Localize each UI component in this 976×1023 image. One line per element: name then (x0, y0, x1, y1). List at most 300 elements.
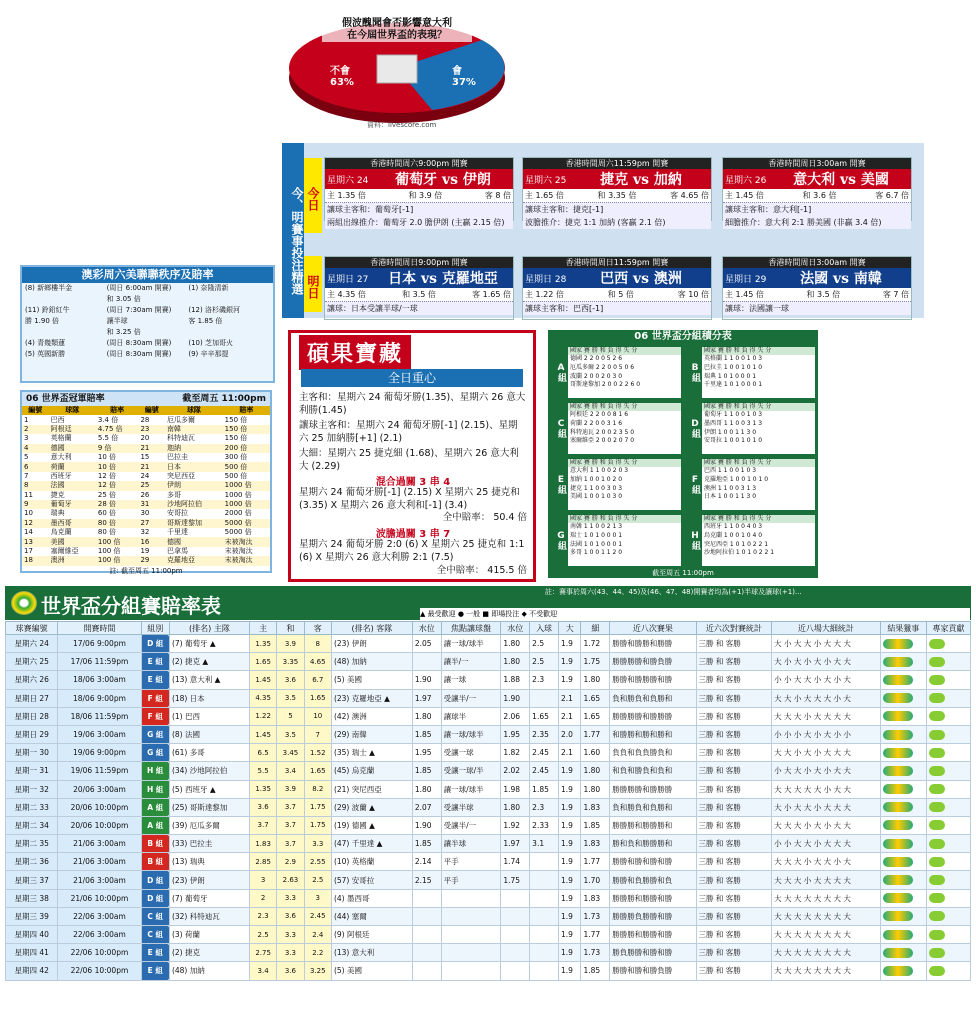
group-label: F組 (689, 459, 702, 510)
table-cell (530, 689, 559, 707)
champion-cell: 9 倍 (96, 444, 139, 453)
champion-title: 06 世界盃冠軍賠率 (26, 394, 105, 404)
champion-cell: 塞爾維亞 (50, 547, 79, 556)
table-cell: 1.65 (530, 707, 559, 725)
match-time: 香港時間周日3:00am 開賽 (723, 158, 911, 169)
table-cell: (42) 澳洲 (331, 707, 412, 725)
table-cell: 1.85 (581, 816, 610, 834)
result-cell (880, 762, 926, 780)
champion-cell: 100 倍 (97, 547, 121, 556)
football-icon (883, 893, 913, 903)
table-cell: 三勝 和 客勝 (696, 707, 772, 725)
result-cell (880, 725, 926, 743)
table-cell: 三勝 和 客勝 (696, 871, 772, 889)
table-cell: (7) 葡萄牙 (169, 889, 249, 907)
football-icon (883, 857, 913, 867)
match-odds: 主 1.35 倍 (327, 191, 366, 200)
table-cell (530, 926, 559, 944)
champion-row (22, 453, 270, 462)
expert-icon (929, 693, 945, 703)
table-cell: 2.05 (412, 635, 441, 653)
football-icon (883, 948, 913, 958)
champion-cell: 19 (140, 547, 150, 556)
table-col-header: 水位 (412, 622, 441, 635)
table-cell (412, 962, 441, 980)
table-cell: 小 小 大 大 小 大 大 大 (772, 835, 880, 853)
champion-row (22, 547, 270, 556)
table-cell: 1.77 (581, 725, 610, 743)
table-cell: 1.9 (558, 653, 580, 671)
table-cell: (23) 克羅地亞 ▲ (331, 689, 412, 707)
table-cell: 3.4 (249, 962, 276, 980)
table-cell: H 組 (141, 762, 169, 780)
table-cell: 讓一球/球半 (441, 635, 501, 653)
main-note: 註：賽事於周六(43、44、45)及(46、47、48)開賽者均為(+1)半球及讓球(+1)... (545, 588, 802, 596)
table-cell: 20/06 3:00am (58, 780, 141, 798)
table-cell: 10 (304, 707, 331, 725)
table-row (6, 780, 971, 798)
table-cell: 1.52 (304, 744, 331, 762)
table-cell: 1.9 (558, 762, 580, 780)
table-row (6, 635, 971, 653)
champion-cell: 英格蘭 (50, 434, 72, 443)
table-cell: 1.73 (581, 944, 610, 962)
macau-row (22, 294, 273, 305)
table-cell: 星期二 33 (6, 798, 58, 816)
table-cell: 1.75 (304, 816, 331, 834)
group-row: 巴拉圭 1 0 0 1 0 1 0 (704, 363, 763, 371)
group-row: 科特迪瓦 2 0 0 2 3 5 0 (570, 428, 635, 436)
poll-yes-label: 會 37% (452, 66, 476, 88)
champion-row (22, 528, 270, 537)
matches-strip-title: 今、明賽事投注精選 (282, 143, 304, 318)
table-cell: 3.3 (304, 835, 331, 853)
result-cell (880, 889, 926, 907)
champion-cell: 200 倍 (223, 444, 270, 453)
table-cell: 3.7 (277, 816, 304, 834)
expert-cell (927, 889, 971, 907)
group-row: 阿根廷 2 2 0 0 8 1 6 (570, 411, 629, 418)
group-row: 厄瓜多爾 2 2 0 0 5 0 6 (570, 363, 635, 371)
table-cell: (5) 美國 (331, 671, 412, 689)
champion-cell: 荷蘭 (49, 462, 96, 471)
table-cell: (7) 葡萄牙 ▲ (169, 635, 249, 653)
result-cell (880, 907, 926, 925)
table-cell: 20/06 10:00pm (58, 816, 141, 834)
table-cell: 1.9 (558, 926, 580, 944)
champion-cell: 4 (22, 444, 49, 453)
table-cell: 勝勝勝勝和勝勝勝 (610, 707, 696, 725)
table-cell: 勝勝和勝勝勝和勝 (610, 671, 696, 689)
table-cell: 1.83 (581, 798, 610, 816)
table-cell: (45) 烏克蘭 (331, 762, 412, 780)
champion-cell: 1000 倍 (223, 500, 270, 509)
result-cell (880, 780, 926, 798)
table-cell: 1.85 (412, 835, 441, 853)
group-row: 美國 1 0 0 1 0 3 0 (570, 493, 623, 501)
match-odds: 和 3.5 倍 (806, 290, 841, 299)
table-cell: 三勝 和 客勝 (696, 816, 772, 834)
expert-cell (927, 907, 971, 925)
tips-score: 星期六 24 葡萄牙勝 2:0 (6) X 星期六 25 捷克和 1:1 (6) X 星期六 26 意大利勝 2:1 (7.5) (299, 539, 525, 563)
group-label: C組 (555, 403, 568, 454)
match-day: 星期日 29 (725, 274, 767, 285)
table-cell: 3.35 (277, 653, 304, 671)
table-cell: 星期四 40 (6, 926, 58, 944)
champion-cell: 28 倍 (96, 500, 139, 509)
table-cell: 3.1 (530, 835, 559, 853)
champion-cell: 3 (24, 434, 29, 443)
match-note: 讓球主客和：葡萄牙[-1] (325, 202, 513, 216)
tips-combo-return: 全中賠率： 50.4 倍 (442, 512, 527, 523)
tips-subtitle: 全日重心 (301, 369, 523, 387)
champion-cell: 80 倍 (97, 528, 117, 537)
champion-row (22, 434, 270, 443)
table-cell: 1.80 (581, 671, 610, 689)
table-cell: 4.35 (249, 689, 276, 707)
table-cell: 1.65 (304, 762, 331, 780)
champion-row (22, 472, 270, 481)
champion-cell: 100 倍 (96, 556, 139, 565)
table-cell: D 組 (141, 635, 169, 653)
champion-cell: 150 倍 (224, 434, 248, 443)
macau-row (22, 305, 273, 316)
table-cell: 1.60 (581, 744, 610, 762)
macau-odds-box (20, 265, 275, 383)
table-row (6, 798, 971, 816)
table-cell: 1.65 (581, 689, 610, 707)
champion-cell: 伊朗 (165, 481, 223, 490)
table-cell: 3.9 (277, 780, 304, 798)
expert-cell (927, 835, 971, 853)
table-cell: 1.95 (412, 744, 441, 762)
table-cell: 三勝 和 客勝 (696, 798, 772, 816)
macau-cell: (4) 青幾類蓮 (25, 339, 66, 347)
table-cell: 1.9 (558, 798, 580, 816)
match-note: 讓球：法國讓一球 (723, 301, 911, 315)
table-cell (412, 926, 441, 944)
table-cell: E 組 (141, 653, 169, 671)
table-cell: 讓一球/球半 (441, 725, 501, 743)
football-icon (883, 711, 913, 721)
table-row (6, 944, 971, 962)
table-col-header: 專家貢獻 (927, 622, 971, 635)
table-cell: 2.1 (558, 689, 580, 707)
table-cell: 三勝 和 客勝 (696, 744, 772, 762)
expert-icon (929, 784, 945, 794)
table-cell: 大 大 大 小 大 大 大 大 (772, 707, 880, 725)
group-row: 千里達 1 0 1 0 0 0 1 (704, 381, 763, 389)
group-label: G組 (555, 515, 568, 566)
expert-icon (929, 948, 945, 958)
champion-cell: 5000 倍 (223, 519, 270, 528)
match-card (324, 157, 514, 227)
table-cell: 1.9 (558, 635, 580, 653)
champion-cell: 1000 倍 (223, 481, 270, 490)
table-cell: 大 大 大 小 大 大 大 大 (772, 871, 880, 889)
table-cell: 3.6 (277, 671, 304, 689)
table-cell: 勝勝勝和勝勝和勝 (610, 889, 696, 907)
match-odds: 客 10 倍 (677, 290, 709, 299)
table-cell: 22/06 10:00pm (58, 962, 141, 980)
macau-cell: (5) 英國新勝 (25, 350, 66, 358)
football-icon (883, 730, 913, 740)
table-cell: 1.9 (558, 907, 580, 925)
table-cell: 2.3 (530, 798, 559, 816)
table-cell: 勝勝勝和勝勝勝和 (610, 816, 696, 834)
table-cell: (47) 千里達 ▲ (331, 835, 412, 853)
table-cell: 三勝 和 客勝 (696, 762, 772, 780)
match-odds: 和 3.35 倍 (597, 191, 637, 200)
table-cell: 1.9 (558, 671, 580, 689)
table-cell: 1.85 (412, 762, 441, 780)
table-cell (501, 962, 530, 980)
champion-cell: 意大利 (50, 453, 72, 462)
table-cell (530, 871, 559, 889)
table-cell: 1.77 (581, 926, 610, 944)
expert-cell (927, 780, 971, 798)
table-cell: 1.74 (501, 853, 530, 871)
macau-cell: 讓半球 (106, 317, 128, 325)
group-row: 哥斯達黎加 2 0 0 2 2 6 0 (570, 381, 641, 389)
table-cell: 20/06 10:00pm (58, 798, 141, 816)
table-cell: 19/06 11:59pm (58, 762, 141, 780)
table-cell: 1.9 (558, 853, 580, 871)
result-cell (880, 635, 926, 653)
table-cell: 2.45 (530, 762, 559, 780)
champion-cell: 9 (22, 500, 49, 509)
table-row (6, 725, 971, 743)
table-cell: (13) 瑞典 (169, 853, 249, 871)
table-cell: 和勝勝和勝和勝和 (610, 725, 696, 743)
champion-cell: 多哥 (167, 490, 182, 499)
macau-cell: 和 3.25 倍 (106, 328, 141, 336)
macau-cell (188, 327, 270, 338)
table-cell: 1.9 (558, 871, 580, 889)
table-cell: (13) 意大利 ▲ (169, 671, 249, 689)
table-cell: 21/06 3:00am (58, 871, 141, 889)
table-cell: 2.02 (501, 762, 530, 780)
table-cell: 17/06 11:59pm (58, 653, 141, 671)
world-cup-logo-icon (11, 591, 37, 615)
table-cell: (33) 巴拉圭 (169, 835, 249, 853)
table-cell: E 組 (141, 944, 169, 962)
expert-icon (929, 839, 945, 849)
macau-cell: 勝 1.90 倍 (25, 317, 60, 325)
table-cell: (48) 加納 (331, 653, 412, 671)
match-odds: 和 3.9 倍 (408, 191, 443, 200)
match-note: 讓球主客和：意大利[-1] (723, 202, 911, 216)
table-cell: 大 大 大 大 大 大 大 大 (772, 962, 880, 980)
match-recommend: 波膽推介：捷克 1:1 加納 (客贏 2.1 倍) (523, 216, 711, 229)
match-day: 星期六 24 (327, 175, 369, 186)
champion-cell: 15 (140, 453, 150, 462)
macau-cell: (周日 8:30am 開賽) (106, 339, 172, 347)
table-cell: 1.80 (581, 780, 610, 798)
macau-cell (188, 294, 270, 305)
table-cell: 星期日 28 (6, 707, 58, 725)
table-cell: F 組 (141, 707, 169, 725)
table-cell: 大 大 大 大 大 大 大 大 (772, 944, 880, 962)
result-cell (880, 853, 926, 871)
table-cell: 大 小 大 小 大 小 大 大 (772, 653, 880, 671)
table-cell: 1.45 (249, 725, 276, 743)
champion-cell: 美國 (49, 537, 96, 546)
group-box (554, 402, 682, 455)
champion-col-header: 球隊 (165, 406, 223, 415)
table-cell: 2.3 (249, 907, 276, 925)
table-cell: 18/06 3:00am (58, 671, 141, 689)
expert-cell (927, 798, 971, 816)
group-header: 國家 賽 勝 和 負 得 失 分 (568, 347, 681, 355)
table-col-header: 和 (277, 622, 304, 635)
champion-cell: 26 (140, 490, 150, 499)
group-label: A組 (555, 347, 568, 398)
result-cell (880, 689, 926, 707)
tips-score-title: 波膽過關 3 串 7 (375, 529, 451, 540)
table-cell: 三勝 和 客勝 (696, 853, 772, 871)
table-cell: 21/06 3:00am (58, 853, 141, 871)
table-row (6, 853, 971, 871)
table-cell: (44) 塞爾 (331, 907, 412, 925)
match-odds: 和 5 倍 (607, 290, 634, 299)
match-odds: 客 8 倍 (484, 191, 511, 200)
champion-cell: 20 (140, 434, 150, 443)
table-cell: 3.4 (277, 762, 304, 780)
macau-cell (25, 327, 107, 338)
table-col-header: 細 (581, 622, 610, 635)
table-cell: 三勝 和 客勝 (696, 889, 772, 907)
champion-cell: 巴拉圭 (167, 453, 189, 462)
table-cell (501, 889, 530, 907)
macau-cell: (10) 芝加哥火 (188, 339, 233, 347)
table-cell: 三勝 和 客勝 (696, 835, 772, 853)
table-row (6, 871, 971, 889)
table-cell: 2.07 (412, 798, 441, 816)
champion-cell: 日本 (165, 462, 223, 471)
tomorrow-band: 明日 (304, 256, 322, 312)
table-cell: 3.7 (277, 835, 304, 853)
match-odds: 和 3.5 倍 (402, 290, 436, 299)
champion-cell: 10 倍 (97, 453, 117, 462)
table-cell: 1.45 (249, 671, 276, 689)
result-cell (880, 707, 926, 725)
tips-score-return: 全中賠率： 415.5 倍 (436, 565, 527, 576)
champion-col-header: 賠率 (223, 406, 270, 415)
table-cell: E 組 (141, 671, 169, 689)
table-cell (530, 889, 559, 907)
table-cell: A 組 (141, 798, 169, 816)
table-cell: 星期二 35 (6, 835, 58, 853)
table-cell: 勝勝勝和勝勝和勝 (610, 926, 696, 944)
table-cell: 1.77 (581, 853, 610, 871)
table-cell: 勝勝勝勝和勝勝勝 (610, 780, 696, 798)
table-cell: 1.75 (501, 871, 530, 889)
champion-cell: 23 (138, 425, 165, 434)
table-cell: 1.65 (249, 653, 276, 671)
champion-row (22, 500, 270, 509)
champion-cell: 300 倍 (224, 453, 248, 462)
group-footnote: 截至周五 11:00pm (652, 569, 714, 577)
table-cell (441, 907, 501, 925)
table-cell: (61) 多哥 (169, 744, 249, 762)
poll-pie-chart (282, 0, 512, 140)
champion-cell: 科特迪瓦 (167, 434, 196, 443)
table-cell: 6.7 (304, 671, 331, 689)
result-cell (880, 871, 926, 889)
result-cell (880, 944, 926, 962)
table-cell: 讓半/一 (441, 653, 501, 671)
table-cell: 負負和負負勝負和 (610, 744, 696, 762)
champion-cell: 烏克蘭 (50, 528, 72, 537)
poll-question: 假波醜聞會否影響意大利 在今屆世界盃的表現？ (322, 18, 472, 42)
match-day: 星期六 25 (525, 175, 567, 186)
champion-cell: 21 (138, 462, 165, 471)
table-cell: (5) 西班牙 ▲ (169, 780, 249, 798)
table-cell (441, 889, 501, 907)
table-cell (412, 653, 441, 671)
match-odds: 和 3.6 倍 (802, 191, 837, 200)
table-col-header: 開賽時間 (58, 622, 141, 635)
table-cell: 1.90 (412, 671, 441, 689)
table-cell: 三勝 和 客勝 (696, 653, 772, 671)
table-cell: 勝勝勝勝和勝負勝 (610, 653, 696, 671)
table-col-header: 客 (304, 622, 331, 635)
table-cell: 勝勝和勝和勝負勝 (610, 962, 696, 980)
champion-cell: 25 (138, 481, 165, 490)
table-cell: 22/06 10:00pm (58, 944, 141, 962)
table-cell: 3.45 (277, 744, 304, 762)
table-cell: 平手 (441, 853, 501, 871)
expert-icon (929, 911, 945, 921)
group-row: 多哥 1 0 0 1 1 2 0 (570, 549, 623, 557)
table-cell: 大 小 大 大 小 大 大 大 (772, 635, 880, 653)
expert-cell (927, 689, 971, 707)
match-day: 星期日 28 (525, 274, 567, 285)
football-icon (883, 639, 913, 649)
champion-cell: 1000 倍 (224, 490, 252, 499)
expert-cell (927, 926, 971, 944)
table-cell: 勝勝和勝勝和勝勝 (610, 635, 696, 653)
result-cell (880, 671, 926, 689)
champion-cell: 32 (140, 528, 150, 537)
table-cell: A 組 (141, 816, 169, 834)
group-row: 葡萄牙 1 1 0 0 1 0 3 (704, 411, 763, 418)
champion-cell: 5 (24, 453, 29, 462)
table-cell: D 組 (141, 889, 169, 907)
table-cell (412, 944, 441, 962)
table-cell: 星期六 26 (6, 671, 58, 689)
champion-cell: 80 倍 (96, 519, 139, 528)
table-cell: 星期三 38 (6, 889, 58, 907)
table-cell: 1.9 (558, 816, 580, 834)
group-row: 澳洲 1 1 0 0 3 1 3 (704, 484, 757, 492)
champion-cell: 16 (138, 537, 165, 546)
poll-source: 資料：livescore.com (367, 121, 437, 129)
champion-row (22, 462, 270, 471)
table-cell: 讓球半 (441, 707, 501, 725)
expert-cell (927, 744, 971, 762)
football-icon (883, 802, 913, 812)
table-cell: 三勝 和 客勝 (696, 635, 772, 653)
table-cell: 1.70 (581, 871, 610, 889)
table-cell: 三勝 和 客勝 (696, 926, 772, 944)
table-cell: 2.33 (530, 816, 559, 834)
table-cell: 星期一 32 (6, 780, 58, 798)
macau-row (22, 316, 273, 327)
group-row: 日本 1 0 0 1 1 3 0 (704, 493, 757, 501)
match-day: 星期日 27 (327, 274, 369, 285)
